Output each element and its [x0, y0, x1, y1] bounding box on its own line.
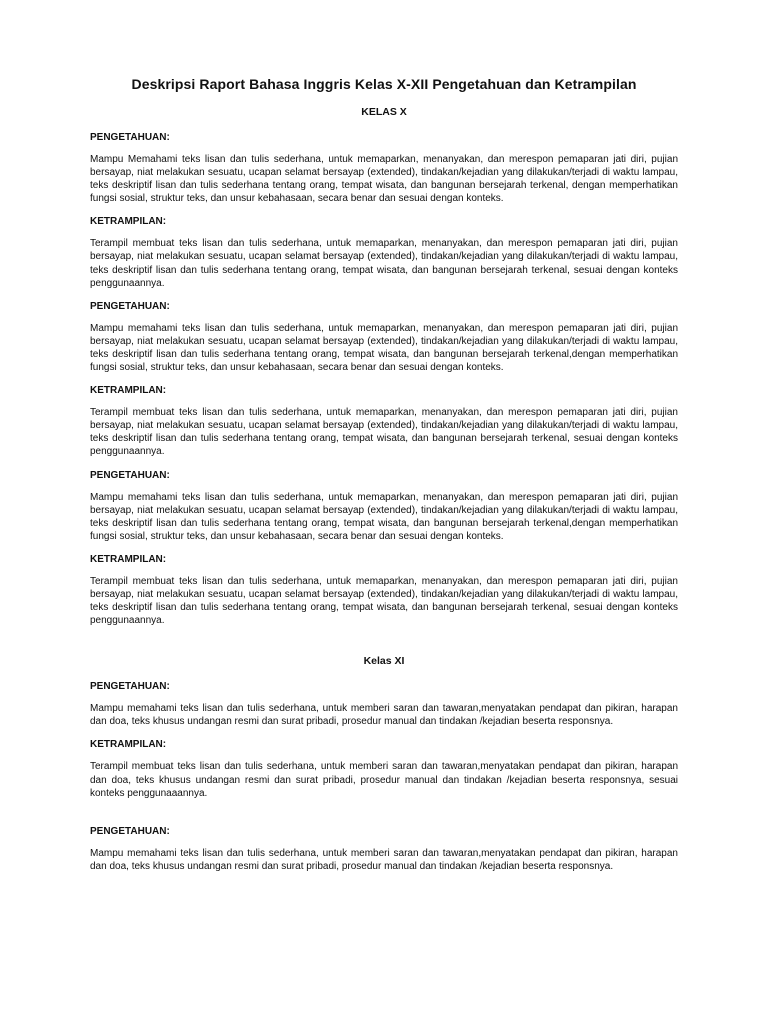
section-pengetahuan: [90, 301, 678, 374]
document-title: Deskripsi Raport Bahasa Inggris Kelas X-XII Pengetahuan dan Ketrampilan: [131, 76, 637, 92]
section-ketrampilan: [90, 385, 678, 458]
section-pengetahuan: [90, 826, 678, 873]
section-label: PENGETAHUAN:: [90, 469, 170, 481]
section-text: Terampil membuat teks lisan dan tulis sederhana, untuk memaparkan, menanyakan, dan merespon pemaparan jati diri, pujian bersayap, niat melakukan sesuatu, ucapan selamat bersayap (extended), tindakan/kejadian yang dilakukan/terjadi di waktu lampau, teks deskriptif lisan dan tulis sederhana tentang orang, tempat wisata, dan bangunan bersejarah terkenal, sesuai dengan konteks penggunaannya.: [90, 238, 678, 289]
section-text: Terampil membuat teks lisan dan tulis sederhana, untuk memaparkan, menanyakan, dan merespon pemaparan jati diri, pujian bersayap, niat melakukan sesuatu, ucapan selamat bersayap (extended), tindakan/kejadian yang dilakukan/terjadi di waktu lampau, teks deskriptif lisan dan tulis sederhana tentang orang, tempat wisata, dan bangunan bersejarah terkenal, sesuai dengan konteks penggunaannya.: [90, 575, 678, 627]
section-label: PENGETAHUAN:: [90, 825, 170, 837]
section-label: KETRAMPILAN:: [90, 385, 167, 397]
section-label: PENGETAHUAN:: [90, 132, 170, 143]
section-pengetahuan: [90, 470, 678, 543]
section-label: KETRAMPILAN:: [90, 553, 167, 565]
section-label: PENGETAHUAN:: [90, 300, 170, 312]
kelas-x-block: [90, 106, 678, 627]
kelas-x-heading: KELAS X: [361, 106, 407, 118]
section-text: Terampil membuat teks lisan dan tulis sederhana, untuk memaparkan, menanyakan, dan merespon pemaparan jati diri, pujian bersayap, niat melakukan sesuatu, ucapan selamat bersayap (extended), tindakan/kejadian yang dilakukan/terjadi di waktu lampau, teks deskriptif lisan dan tulis sederhana tentang orang, tempat wisata, dan bangunan bersejarah terkenal, sesuai dengan konteks penggunaannya.: [90, 407, 678, 458]
section-label: KETRAMPILAN:: [90, 739, 167, 751]
section-text: Mampu memahami teks lisan dan tulis sederhana, untuk memaparkan, menanyakan, dan merespon pemaparan jati diri, pujian bersayap, niat melakukan sesuatu, ucapan selamat bersayap (extended), tindakan/kejadian yang dilakukan/terjadi di waktu lampau, teks deskriptif lisan dan tulis sederhana tentang orang, tempat wisata, dan bangunan bersejarah terkenal,dengan memperhatikan fungsi sosial, struktur teks, dan unsur kebahasaan, secara benar dan sesuai dengan konteks.: [90, 491, 678, 542]
section-text: Mampu memahami teks lisan dan tulis sederhana, untuk memaparkan, menanyakan, dan merespon pemaparan jati diri, pujian bersayap, niat melakukan sesuatu, ucapan selamat bersayap (extended), tindakan/kejadian yang dilakukan/terjadi di waktu lampau, teks deskriptif lisan dan tulis sederhana tentang orang, tempat wisata, dan bangunan bersejarah terkenal,dengan memperhatikan fungsi sosial, struktur teks, dan unsur kebahasaan, secara benar dan sesuai dengan konteks.: [90, 322, 678, 374]
section-ketrampilan: [90, 554, 678, 627]
section-text: Terampil membuat teks lisan dan tulis sederhana, untuk memberi saran dan tawaran,menyatakan pendapat dan pikiran, harapan dan doa, teks khusus undangan resmi dan surat pribadi, prosedur manual dan tindakan /kejadian beserta responsnya, sesuai konteks penggunaaannya.: [90, 761, 678, 799]
section-pengetahuan: [90, 681, 678, 728]
kelas-xi-heading: Kelas XI: [363, 655, 405, 668]
section-label: KETRAMPILAN:: [90, 216, 167, 228]
section-pengetahuan: [90, 132, 678, 205]
section-text: Mampu Memahami teks lisan dan tulis sederhana, untuk memaparkan, menanyakan, dan merespon pemaparan jati diri, pujian bersayap, niat melakukan sesuatu, ucapan selamat bersayap (extended), tindakan/kejadian yang dilakukan/terjadi di waktu lampau, teks deskriptif lisan dan tulis sederhana tentang orang, tempat wisata, dan bangunan bersejarah terkenal, dengan memperhatikan fungsi sosial, struktur teks, dan unsur kebahasaan, secara benar dan sesuai dengan konteks.: [90, 154, 678, 205]
section-label: PENGETAHUAN:: [90, 681, 170, 693]
section-ketrampilan: [90, 216, 678, 289]
section-ketrampilan: [90, 739, 678, 799]
section-text: Mampu memahami teks lisan dan tulis sederhana, untuk memberi saran dan tawaran,menyatakan pendapat dan pikiran, harapan dan doa, teks khusus undangan resmi dan surat pribadi, prosedur manual dan tindakan /kejadian beserta responsnya.: [90, 703, 678, 728]
kelas-xi-block: [90, 655, 678, 873]
section-text: Mampu memahami teks lisan dan tulis sederhana, untuk memberi saran dan tawaran,menyatakan pendapat dan pikiran, harapan dan doa, teks khusus undangan resmi dan surat pribadi, prosedur manual dan tindakan /kejadian beserta responsnya.: [90, 847, 678, 872]
